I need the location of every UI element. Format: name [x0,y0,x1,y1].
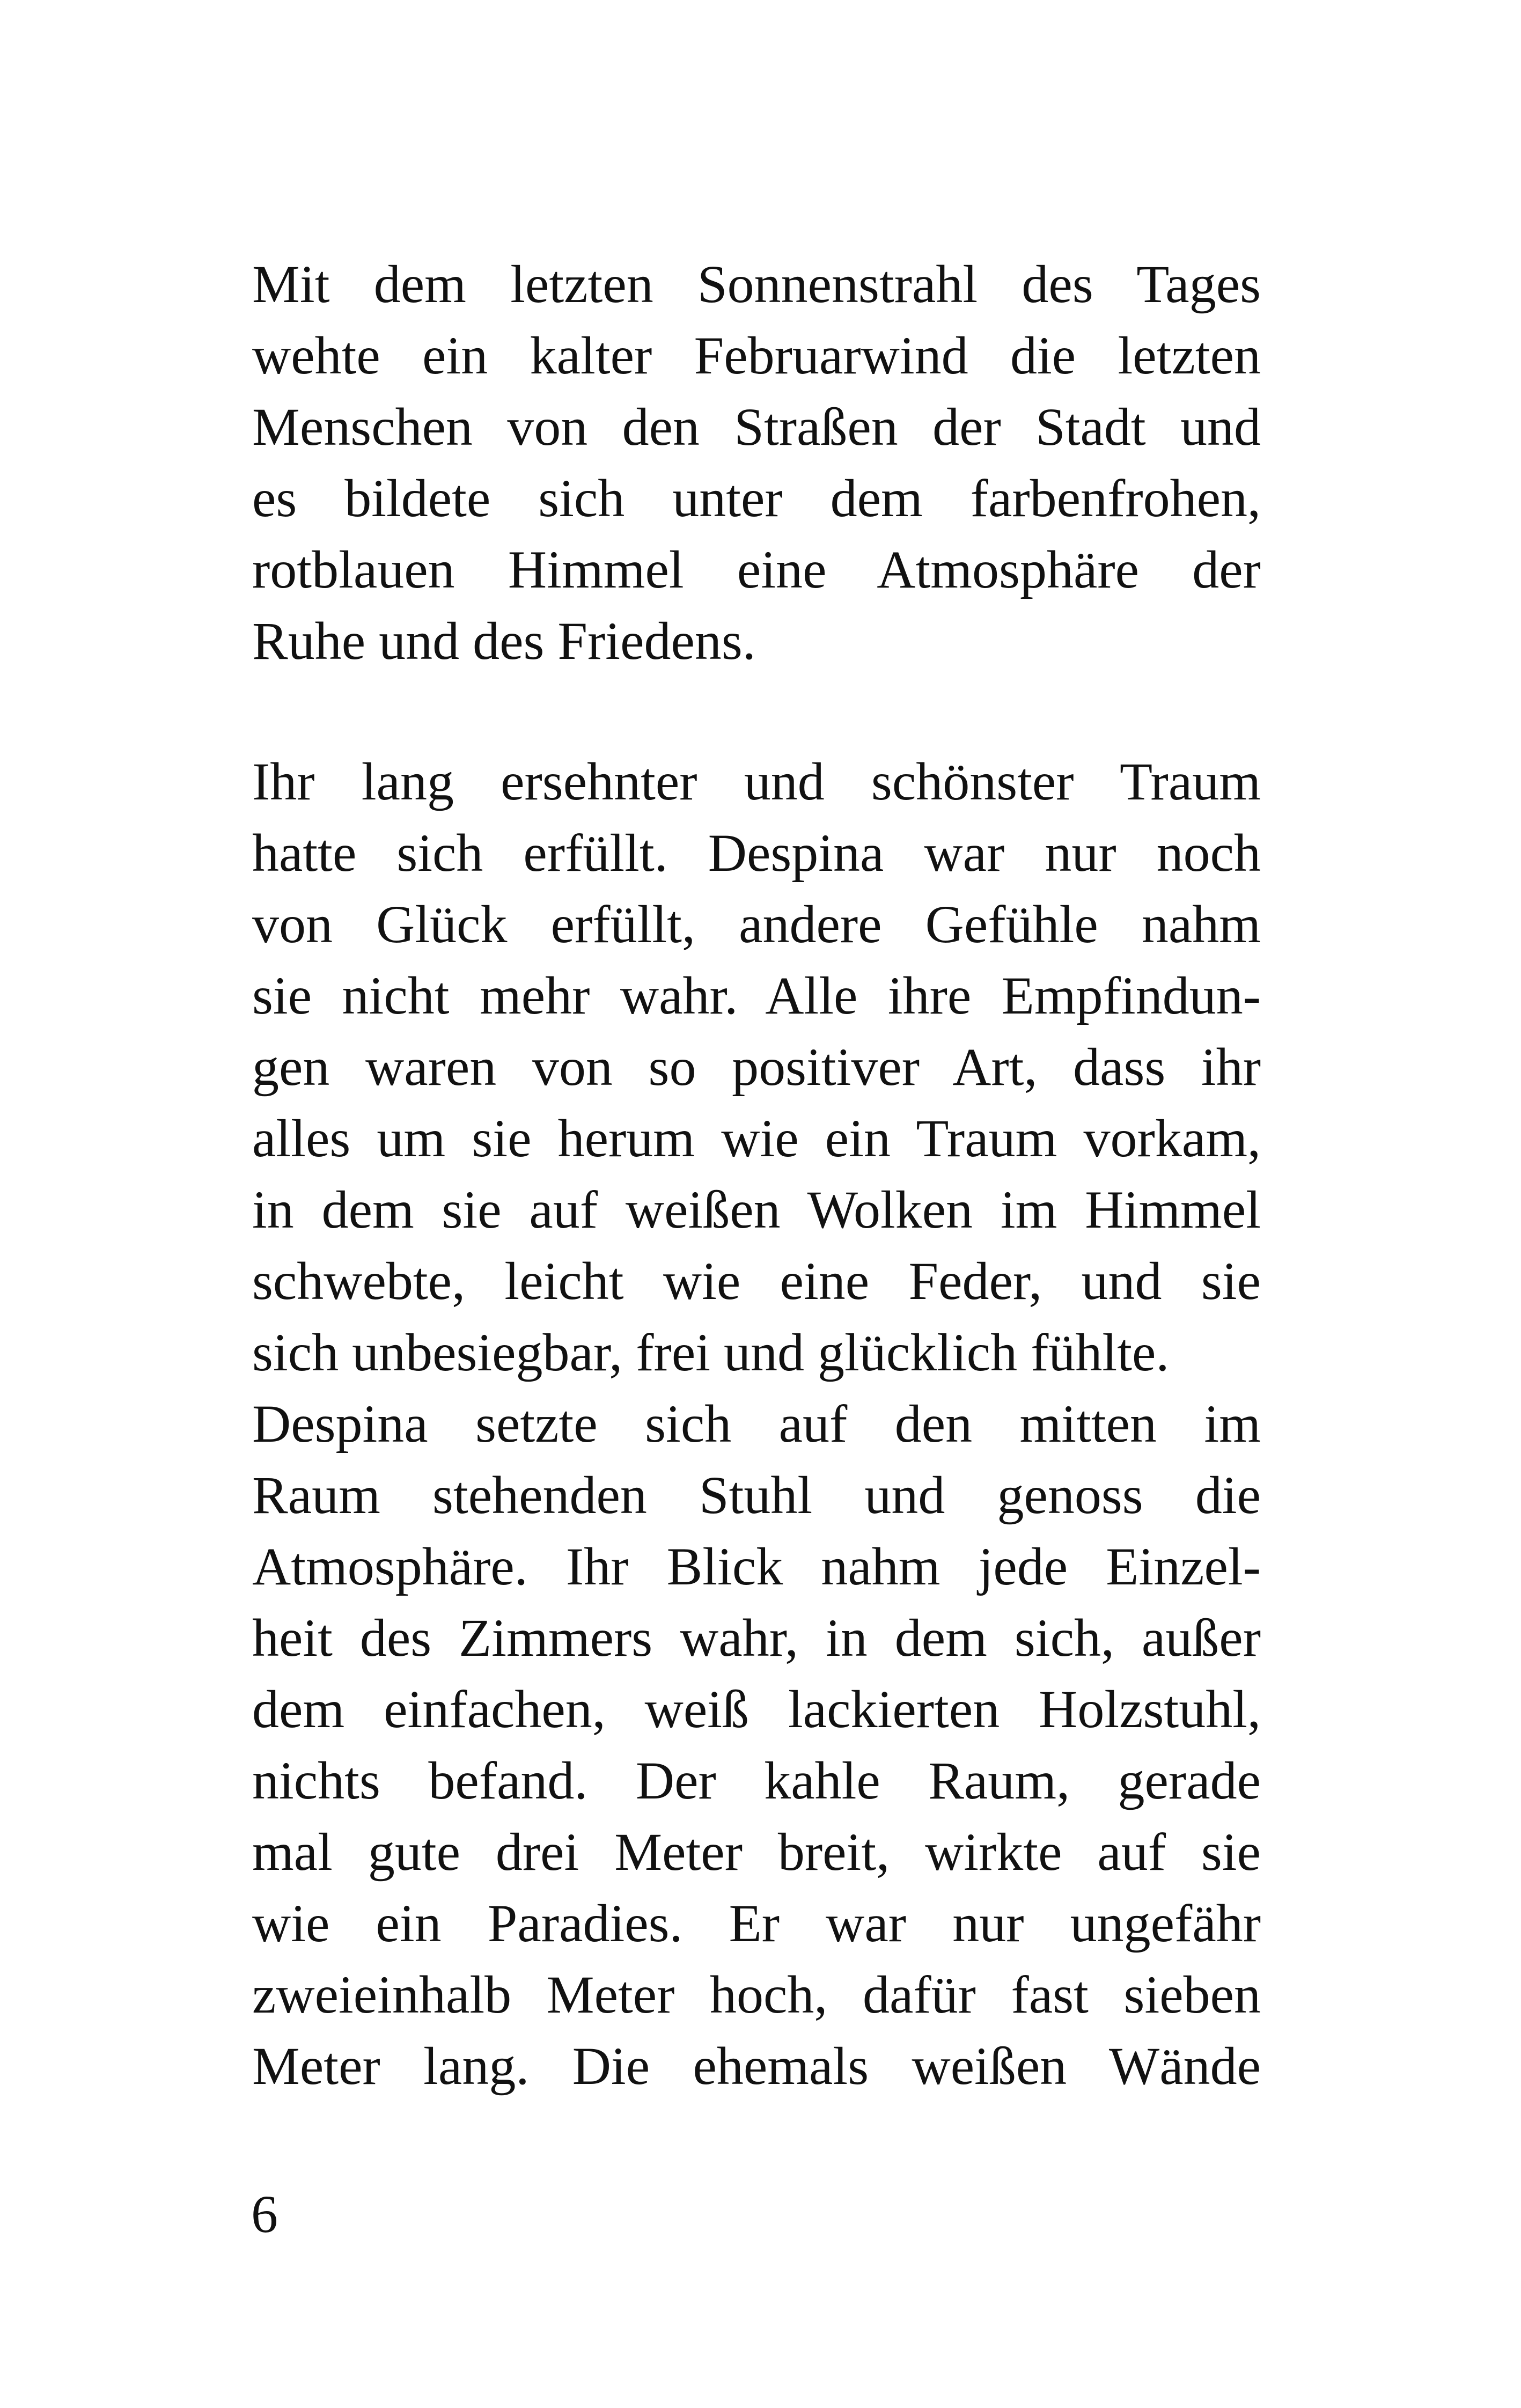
text-line: sie nicht mehr wahr. Alle ihre Empfindun- [252,966,1261,1025]
text-line: alles um sie herum wie ein Traum vorkam, [252,1108,1261,1168]
text-line: nichts befand. Der kahle Raum, gerade [252,1751,1261,1810]
text-line: wehte ein kalter Februarwind die letzten [252,326,1261,385]
text-line: Ruhe und des Friedens. [252,611,756,671]
text-line: Mit dem letzten Sonnenstrahl des Tages [252,254,1261,314]
text-line: gen waren von so positiver Art, dass ihr [252,1037,1261,1097]
text-line: es bildete sich unter dem farbenfrohen, [252,468,1261,528]
text-line: mal gute drei Meter breit, wirkte auf sie [252,1822,1261,1882]
text-line: hatte sich erfüllt. Despina war nur noch [252,823,1261,883]
text-line: zweieinhalb Meter hoch, dafür fast sieben [252,1965,1261,2024]
text-line: in dem sie auf weißen Wolken im Himmel [252,1180,1261,1239]
text-line: Ihr lang ersehnter und schönster Traum [252,752,1261,811]
text-line: Raum stehenden Stuhl und genoss die [252,1465,1261,1525]
text-line: wie ein Paradies. Er war nur ungefähr [252,1893,1261,1953]
text-line: schwebte, leicht wie eine Feder, und sie [252,1251,1261,1311]
text-line: von Glück erfüllt, andere Gefühle nahm [252,894,1261,954]
text-line: Menschen von den Straßen der Stadt und [252,397,1261,457]
paragraph-1 [252,248,1261,677]
text-line: Meter lang. Die ehemals weißen Wände [252,2036,1261,2096]
page-number: 6 [251,2184,278,2244]
text-line: sich unbesiegbar, frei und glücklich fühlte. [252,1323,1170,1382]
paragraph-2 [252,746,1261,2102]
text-line: Atmosphäre. Ihr Blick nahm jede Einzel- [252,1537,1261,1596]
text-line: Despina setzte sich auf den mitten im [252,1394,1261,1453]
text-line: dem einfachen, weiß lackierten Holzstuhl, [252,1679,1261,1739]
text-line: heit des Zimmers wahr, in dem sich, außer [252,1608,1261,1668]
text-line: rotblauen Himmel eine Atmosphäre der [252,540,1261,599]
